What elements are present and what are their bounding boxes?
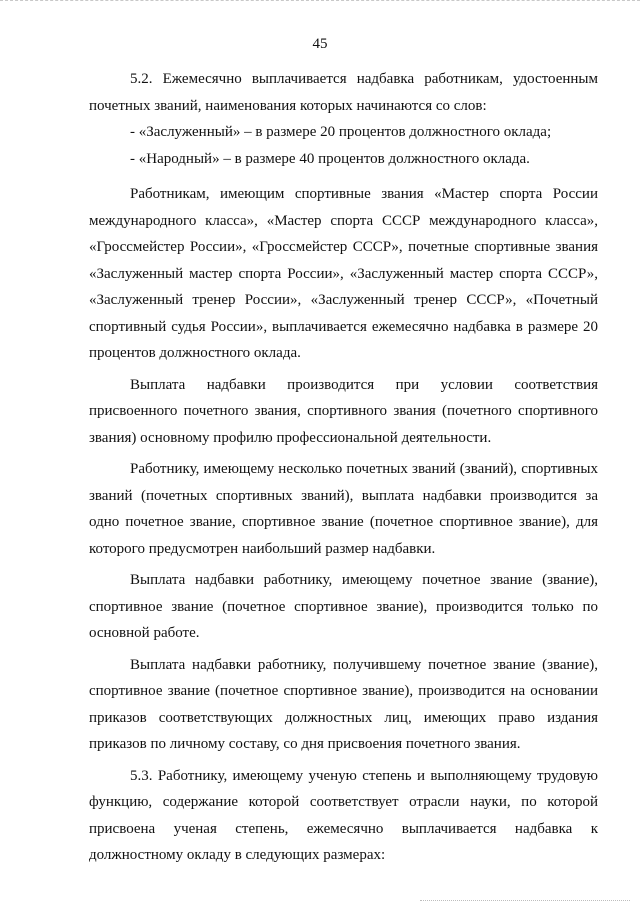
paragraph-5-2: 5.2. Ежемесячно выплачивается надбавка работникам, удостоенным почетных званий, наименования которых начинаются со слов: [89,71,598,114]
document-body [89,66,598,869]
list-item-narodny: - «Народный» – в размере 40 процентов должностного оклада. [130,150,530,167]
paragraph-5-3: 5.3. Работнику, имеющему ученую степень и выполняющему трудовую функцию, содержание которой соответствует отрасли науки, по которой присвоена ученая степень, ежемесячно выплачивается надбавка к должностному окладу в следующих размерах: [89,767,598,863]
paragraph-payment-condition: Выплата надбавки производится при условии соответствия присвоенного почетного звания, спортивного звания (почетного спортивного звания) основному профилю профессиональной деятельности. [89,376,598,446]
paragraph-multiple-titles: Работнику, имеющему несколько почетных званий (званий), спортивных званий (почетных спортивных званий), выплата надбавки производится за одно почетное звание, спортивное звание (почетное спортивное звание), для которого предусмотрен наибольший размер надбавки. [89,461,598,557]
list-item-zasluzhenny: - «Заслуженный» – в размере 20 процентов должностного оклада; [130,124,552,140]
page-number: 45 [312,36,328,52]
paragraph-orders: Выплата надбавки работнику, получившему почетное звание (звание), спортивное звание (почетное спортивное звание), производится на основании приказов соответствующих должностных лиц, имеющих право издания приказов по личному составу, со дня присвоения почетного звания. [89,656,598,752]
scan-edge-top [0,0,640,4]
paragraph-sport-titles: Работникам, имеющим спортивные звания «Мастер спорта России международного класса», «Мастер спорта СССР международного класса», «Гроссмейстер России», «Гроссмейстер СССР», почетные спортивные звания «Заслуженный мастер спорта России», «Заслуженный мастер спорта СССР», «Заслуженный тренер России», «Заслуженный тренер СССР», «Почетный спортивный судья России», выплачивается ежемесячно надбавка в размере 20 процентов должностного оклада. [89,186,598,361]
scan-edge-bottom [420,898,630,901]
paragraph-main-work: Выплата надбавки работнику, имеющему почетное звание (звание), спортивное звание (почетное спортивное звание), производится только по основной работе. [89,572,598,641]
